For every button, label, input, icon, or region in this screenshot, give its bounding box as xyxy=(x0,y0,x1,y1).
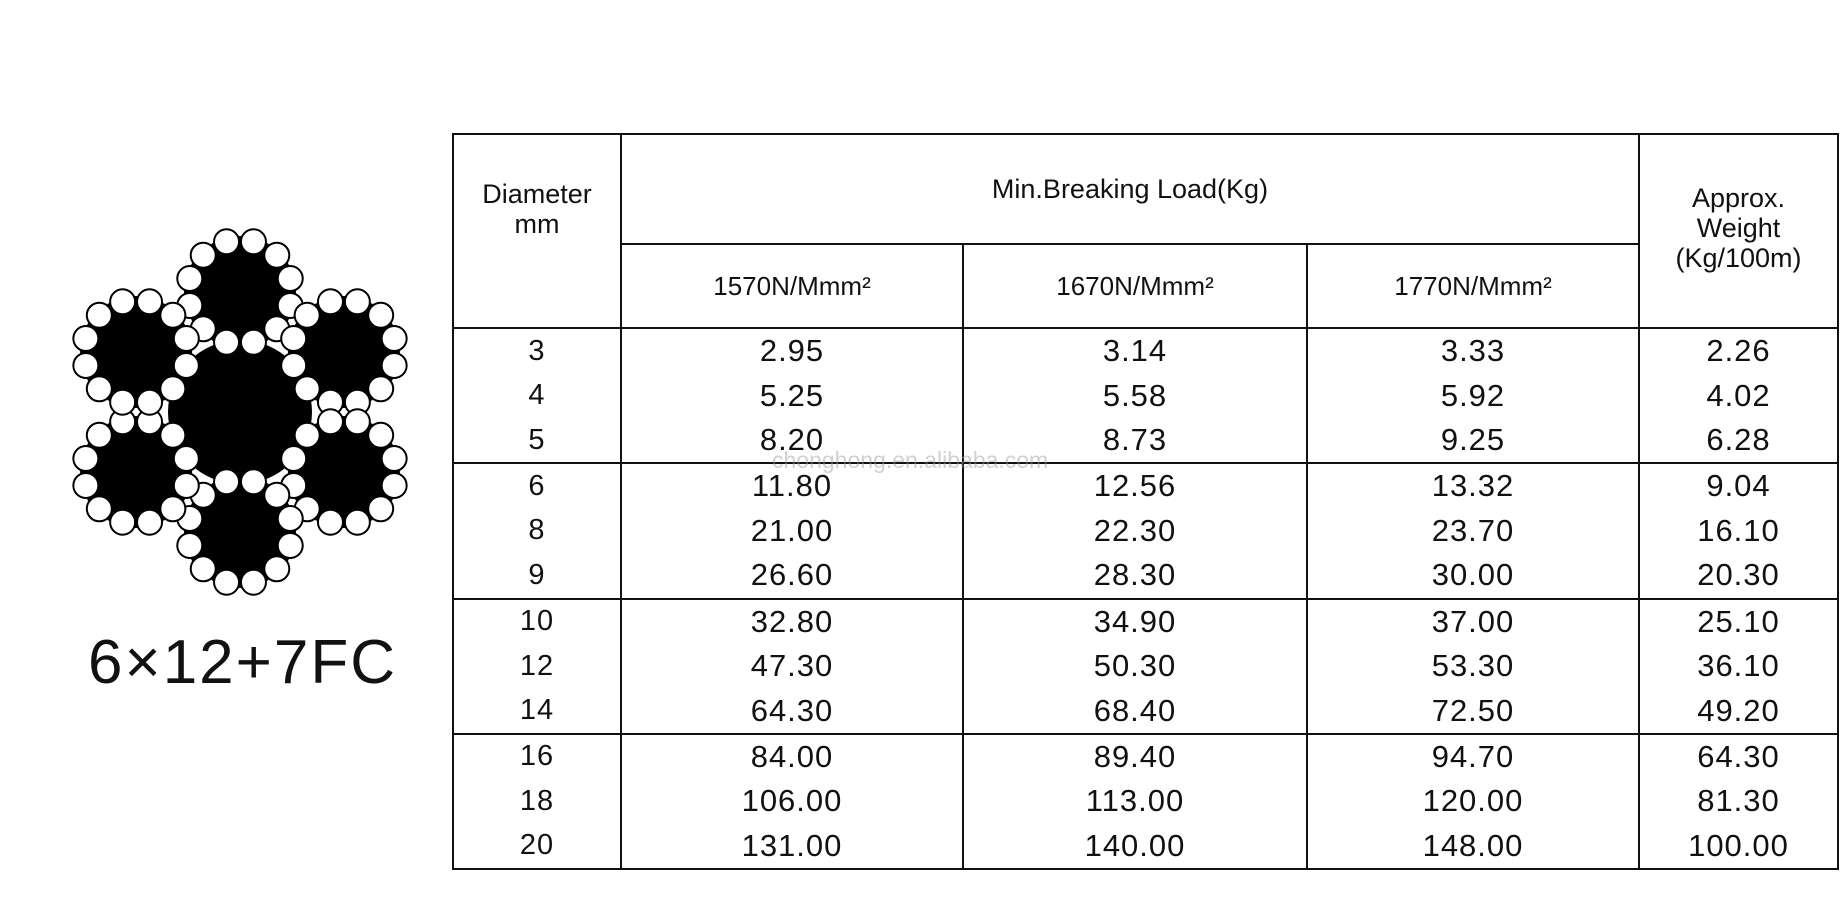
grade-1770-header: 1770N/Mmm² xyxy=(1307,244,1639,328)
strand-wire xyxy=(241,229,266,254)
diameter-cell: 16 xyxy=(453,734,621,779)
load-1770-cell: 5.92 xyxy=(1307,373,1639,417)
load-1570-cell: 106.00 xyxy=(621,779,963,823)
weight-cell: 100.00 xyxy=(1639,824,1838,869)
table-header xyxy=(453,134,1838,328)
strand-wire xyxy=(87,423,112,448)
approx-weight-header xyxy=(1639,134,1838,328)
diameter-cell: 6 xyxy=(453,463,621,508)
diameter-cell: 14 xyxy=(453,688,621,733)
strand-wire xyxy=(214,469,239,494)
diameter-cell: 9 xyxy=(453,553,621,598)
strand-wire xyxy=(241,330,266,355)
diameter-header-text: Diameter mm xyxy=(482,179,592,239)
strand-wire xyxy=(177,266,202,291)
strand-wire xyxy=(110,390,135,415)
strand-wire xyxy=(73,353,98,378)
diameter-cell: 3 xyxy=(453,328,621,373)
strand-wire xyxy=(281,326,306,351)
strand-wire xyxy=(174,326,199,351)
strand-wire xyxy=(264,556,289,581)
diameter-cell: 12 xyxy=(453,644,621,688)
diameter-cell: 10 xyxy=(453,599,621,644)
load-1670-cell: 113.00 xyxy=(963,779,1307,823)
load-1670-cell: 140.00 xyxy=(963,824,1307,869)
load-1670-cell: 89.40 xyxy=(963,734,1307,779)
strand-wire xyxy=(318,510,343,535)
load-1570-cell: 32.80 xyxy=(621,599,963,644)
weight-cell: 25.10 xyxy=(1639,599,1838,644)
load-1770-cell: 9.25 xyxy=(1307,418,1639,463)
strand-wire xyxy=(345,510,370,535)
load-1670-cell: 22.30 xyxy=(963,509,1307,553)
row-group xyxy=(453,328,1838,463)
load-1770-cell: 72.50 xyxy=(1307,688,1639,733)
table-row xyxy=(453,824,1838,869)
weight-cell: 4.02 xyxy=(1639,373,1838,417)
strand-wire xyxy=(137,289,162,314)
strand-wire xyxy=(87,496,112,521)
load-1570-cell: 131.00 xyxy=(621,824,963,869)
rope-cross-section-diagram xyxy=(60,215,420,610)
strand-wire xyxy=(87,303,112,328)
strand-wire xyxy=(281,353,306,378)
strand-wire xyxy=(295,303,320,328)
table-row xyxy=(453,463,1838,508)
load-1570-cell: 11.80 xyxy=(621,463,963,508)
strand-wire xyxy=(278,533,303,558)
strand-wire xyxy=(368,496,393,521)
strand-wire xyxy=(87,376,112,401)
table-row xyxy=(453,373,1838,417)
rope-construction-label: 6×12+7FC xyxy=(88,628,397,697)
table-row xyxy=(453,599,1838,644)
load-1770-cell: 3.33 xyxy=(1307,328,1639,373)
load-1570-cell: 64.30 xyxy=(621,688,963,733)
load-1770-cell: 120.00 xyxy=(1307,779,1639,823)
load-1570-cell: 5.25 xyxy=(621,373,963,417)
load-1570-cell: 26.60 xyxy=(621,553,963,598)
strand-wire xyxy=(382,473,407,498)
load-1770-cell: 148.00 xyxy=(1307,824,1639,869)
weight-cell: 2.26 xyxy=(1639,328,1838,373)
strand-wire xyxy=(295,376,320,401)
strand-wire xyxy=(137,390,162,415)
strand-wire xyxy=(160,303,185,328)
table-row xyxy=(453,688,1838,733)
strand-wire xyxy=(281,446,306,471)
strand-wire xyxy=(73,446,98,471)
strand-wire xyxy=(295,423,320,448)
load-1770-cell: 53.30 xyxy=(1307,644,1639,688)
row-group xyxy=(453,734,1838,869)
strand-wire xyxy=(368,303,393,328)
strand-wire xyxy=(174,446,199,471)
strand-wire xyxy=(214,330,239,355)
table-row xyxy=(453,644,1838,688)
strand-wire xyxy=(368,376,393,401)
strand-wire xyxy=(177,533,202,558)
load-1670-cell: 8.73 xyxy=(963,418,1307,463)
load-1670-cell: 3.14 xyxy=(963,328,1307,373)
strand-wire xyxy=(382,353,407,378)
grade-1670-header: 1670N/Mmm² xyxy=(963,244,1307,328)
load-1570-cell: 8.20 xyxy=(621,418,963,463)
load-1670-cell: 5.58 xyxy=(963,373,1307,417)
approx-weight-header-text: Approx. Weight (Kg/100m) xyxy=(1675,183,1802,273)
min-breaking-load-header: Min.Breaking Load(Kg) xyxy=(621,134,1639,244)
strand-wire xyxy=(214,570,239,595)
row-group xyxy=(453,599,1838,734)
weight-cell: 49.20 xyxy=(1639,688,1838,733)
load-1670-cell: 34.90 xyxy=(963,599,1307,644)
diameter-header xyxy=(453,134,621,328)
load-1770-cell: 30.00 xyxy=(1307,553,1639,598)
strand-wire xyxy=(278,506,303,531)
table-row xyxy=(453,418,1838,463)
diameter-cell: 18 xyxy=(453,779,621,823)
diameter-cell: 20 xyxy=(453,824,621,869)
strand-wire xyxy=(160,376,185,401)
weight-cell: 64.30 xyxy=(1639,734,1838,779)
strand-wire xyxy=(137,510,162,535)
weight-cell: 81.30 xyxy=(1639,779,1838,823)
load-1770-cell: 23.70 xyxy=(1307,509,1639,553)
strand-wire xyxy=(73,326,98,351)
load-1570-cell: 84.00 xyxy=(621,734,963,779)
strand-wire xyxy=(160,496,185,521)
breaking-load-table xyxy=(452,133,1839,870)
strand-wire xyxy=(264,483,289,508)
load-1770-cell: 94.70 xyxy=(1307,734,1639,779)
load-1670-cell: 68.40 xyxy=(963,688,1307,733)
strand-wire xyxy=(110,289,135,314)
strand-wire xyxy=(241,570,266,595)
table-row xyxy=(453,734,1838,779)
load-1570-cell: 21.00 xyxy=(621,509,963,553)
strand-wire xyxy=(318,409,343,434)
load-1670-cell: 12.56 xyxy=(963,463,1307,508)
load-1570-cell: 47.30 xyxy=(621,644,963,688)
strand-wire xyxy=(368,423,393,448)
strand-wire xyxy=(174,353,199,378)
grade-1570-header: 1570N/Mmm² xyxy=(621,244,963,328)
load-1770-cell: 37.00 xyxy=(1307,599,1639,644)
load-1670-cell: 28.30 xyxy=(963,553,1307,598)
strand-wire xyxy=(191,243,216,268)
load-1670-cell: 50.30 xyxy=(963,644,1307,688)
table-row xyxy=(453,779,1838,823)
strand-wire xyxy=(110,510,135,535)
strand-wire xyxy=(73,473,98,498)
strand-wire xyxy=(382,446,407,471)
strand-wire xyxy=(191,556,216,581)
strand-wire xyxy=(214,229,239,254)
strand-wire xyxy=(264,243,289,268)
weight-cell: 16.10 xyxy=(1639,509,1838,553)
weight-cell: 20.30 xyxy=(1639,553,1838,598)
weight-cell: 6.28 xyxy=(1639,418,1838,463)
strand-wire xyxy=(160,423,185,448)
diameter-cell: 8 xyxy=(453,509,621,553)
row-group xyxy=(453,463,1838,598)
weight-cell: 36.10 xyxy=(1639,644,1838,688)
strand-wire xyxy=(278,266,303,291)
table-row xyxy=(453,328,1838,373)
watermark-text: chonghong.en.alibaba.com xyxy=(772,447,1049,473)
strand-wire xyxy=(241,469,266,494)
load-1770-cell: 13.32 xyxy=(1307,463,1639,508)
load-1570-cell: 2.95 xyxy=(621,328,963,373)
diameter-cell: 5 xyxy=(453,418,621,463)
strand-wire xyxy=(345,289,370,314)
diameter-cell: 4 xyxy=(453,373,621,417)
strand-wire xyxy=(382,326,407,351)
strand-wire xyxy=(174,473,199,498)
table-row xyxy=(453,553,1838,598)
weight-cell: 9.04 xyxy=(1639,463,1838,508)
table-row xyxy=(453,509,1838,553)
strand-wire xyxy=(345,409,370,434)
strand-wire xyxy=(318,289,343,314)
